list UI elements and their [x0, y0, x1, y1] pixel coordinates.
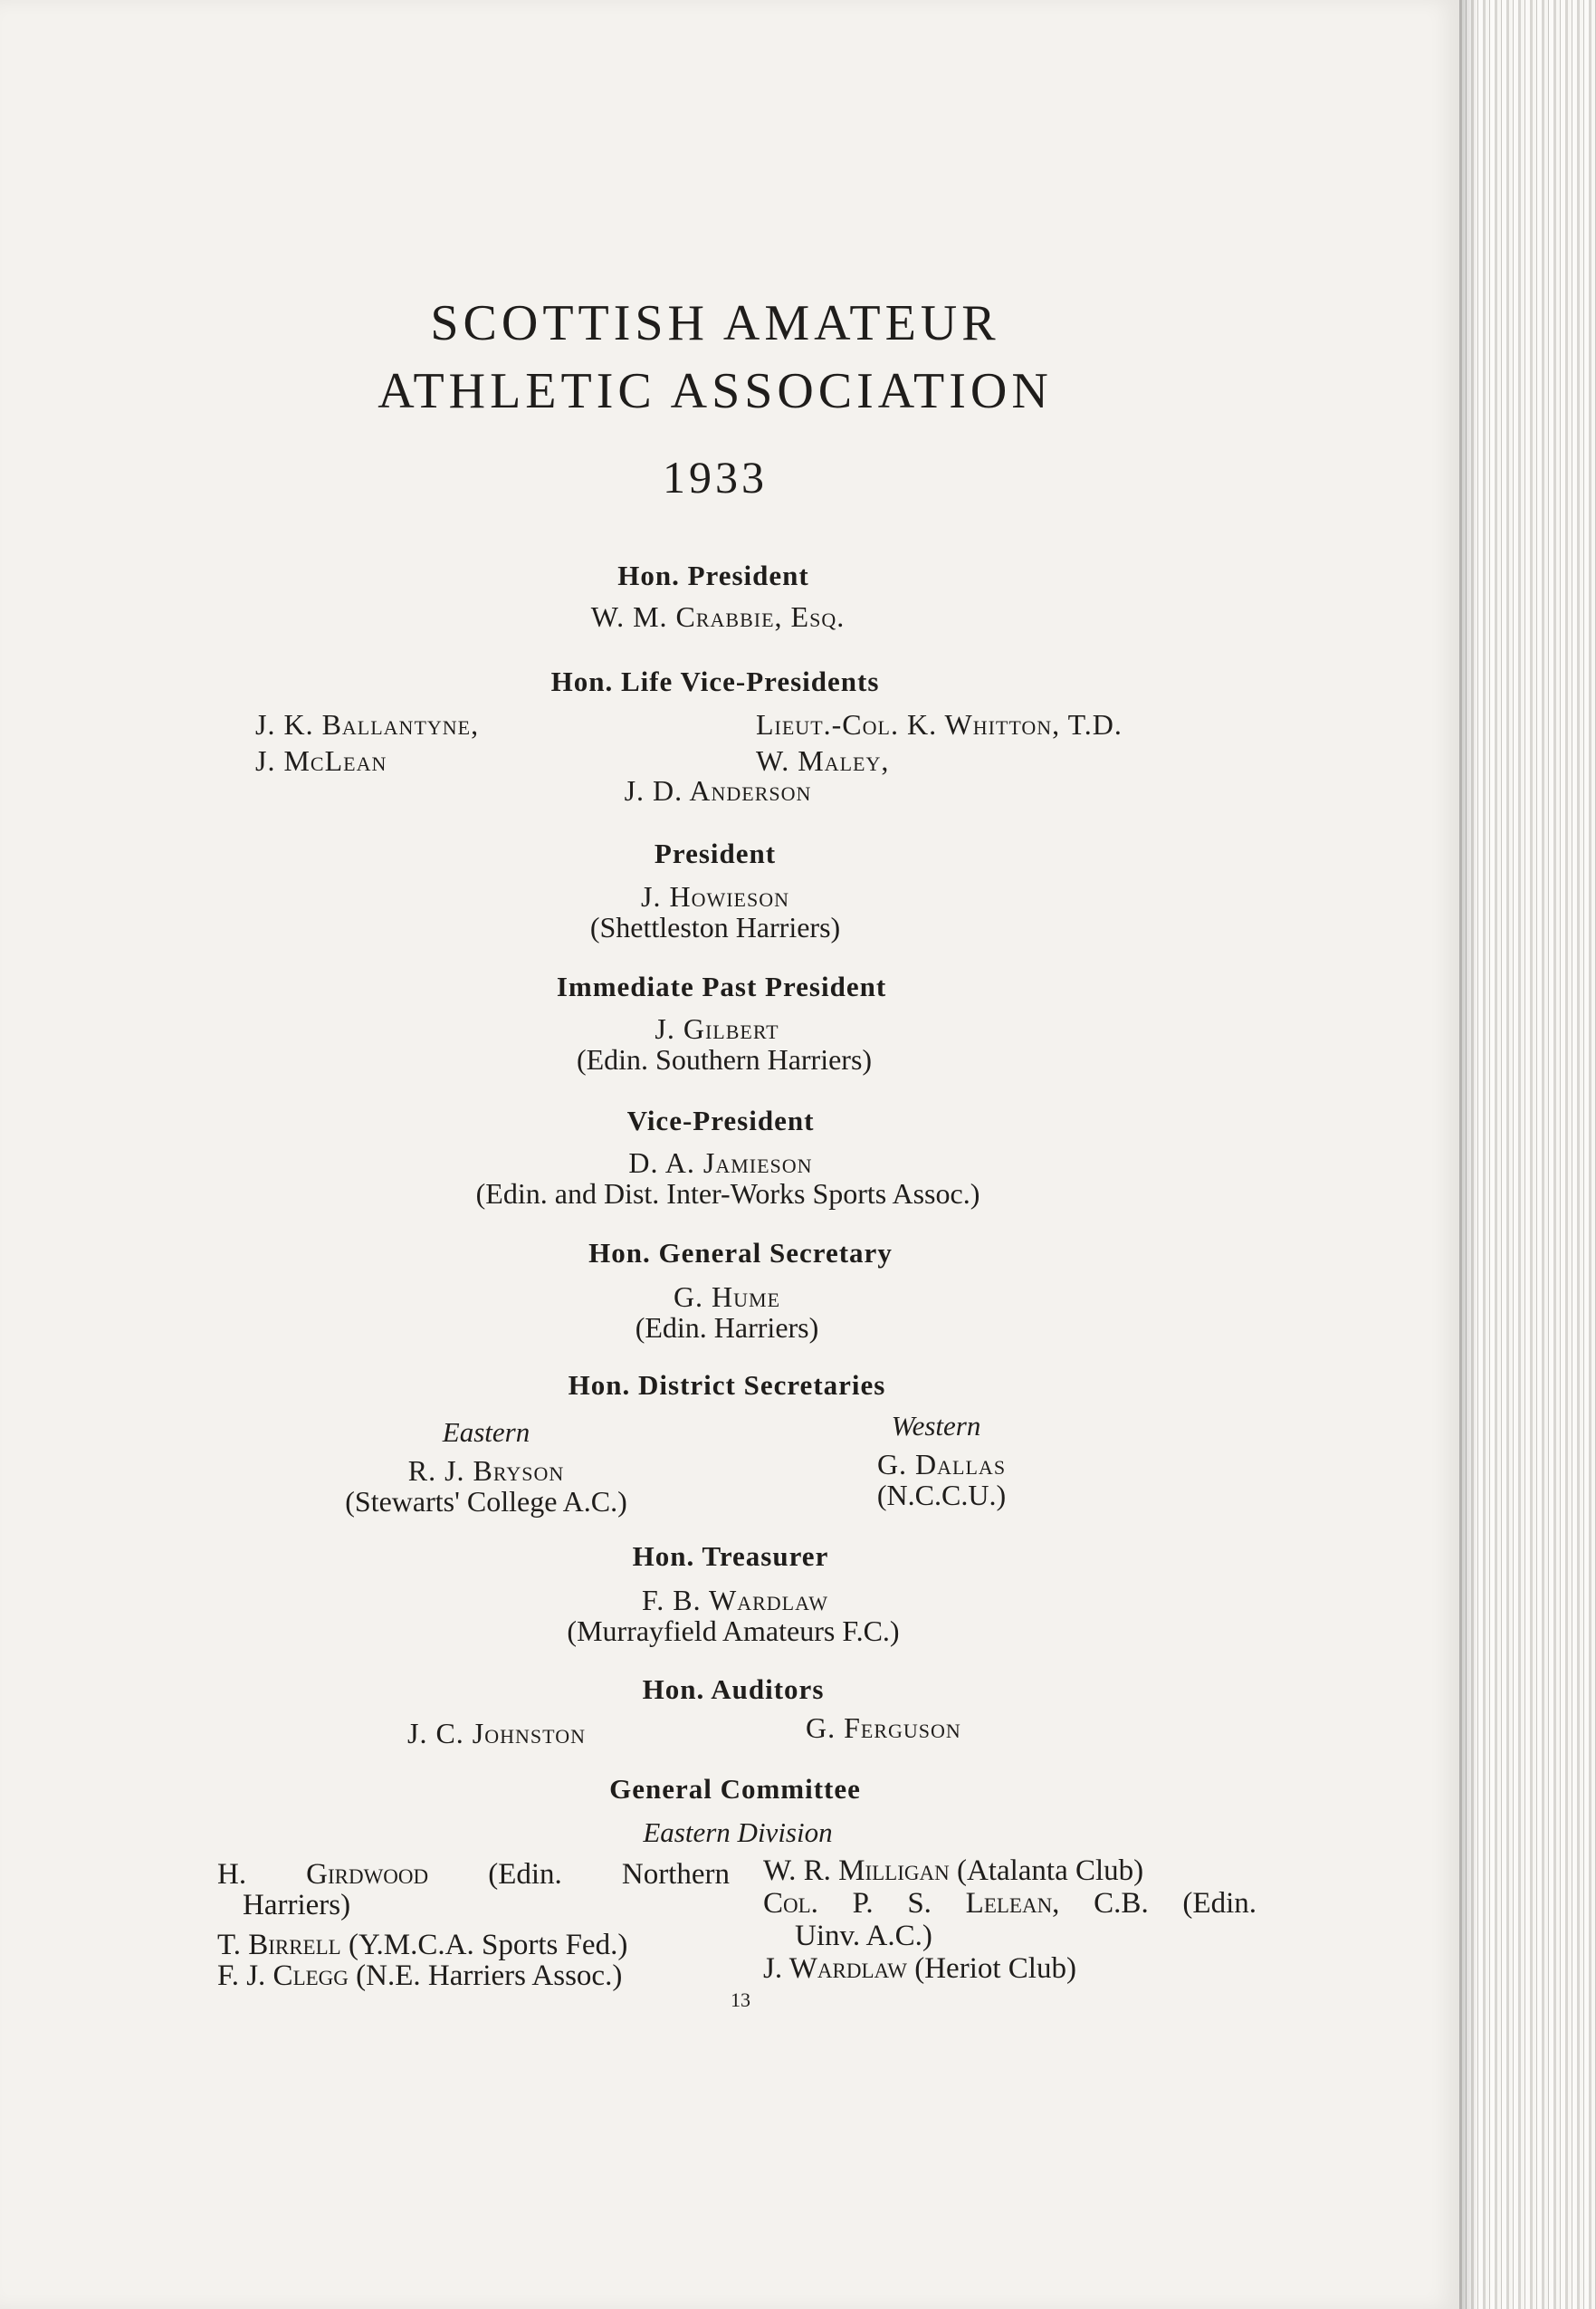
- life-vp-maley: W. Maley,: [756, 744, 890, 777]
- president-club: (Shettleston Harriers): [589, 911, 841, 944]
- general-secretary-club: (Edin. Harriers): [635, 1311, 819, 1344]
- committee-member-club: (Y.M.C.A. Sports Fed.): [340, 1929, 628, 1961]
- committee-member-club: Uinv. A.C.): [795, 1920, 932, 1952]
- vice-president-name: D. A. Jamieson: [628, 1146, 813, 1179]
- committee-member-club: C.B. (Edin.: [1059, 1887, 1257, 1920]
- committee-member-name: W. R. Milligan: [763, 1854, 950, 1887]
- committee-right-line-3: [795, 1920, 932, 1953]
- page-number: 13: [731, 1988, 750, 2011]
- district-eastern-club: (Stewarts' College A.C.): [345, 1485, 627, 1518]
- book-page-edges: [1459, 0, 1596, 2309]
- committee-member-name: Col. P. S. Lelean,: [763, 1887, 1060, 1920]
- heading-hon-district-secretaries: Hon. District Secretaries: [568, 1369, 886, 1401]
- past-president-name: J. Gilbert: [655, 1012, 779, 1045]
- auditor-johnston: J. C. Johnston: [407, 1717, 586, 1749]
- title-line-1: SCOTTISH AMATEUR: [430, 295, 1000, 351]
- heading-vice-president: Vice-President: [626, 1105, 815, 1136]
- committee-left-line-2: [243, 1889, 350, 1922]
- committee-member-club: (N.E. Harriers Assoc.): [348, 1959, 623, 1992]
- district-eastern-name: R. J. Bryson: [407, 1454, 565, 1487]
- president-name: J. Howieson: [641, 880, 789, 913]
- general-secretary-name: G. Hume: [673, 1280, 781, 1313]
- heading-immediate-past-president: Immediate Past President: [556, 971, 887, 1002]
- life-vp-anderson: J. D. Anderson: [624, 774, 812, 807]
- committee-left-line-4: [217, 1959, 622, 1993]
- committee-left-line-1: [217, 1858, 730, 1892]
- district-western-name: G. Dallas: [876, 1448, 1007, 1480]
- district-western-club: (N.C.C.U.): [876, 1479, 1007, 1511]
- life-vp-ballantyne: J. K. Ballantyne,: [255, 708, 480, 741]
- title-line-2: ATHLETIC ASSOCIATION: [377, 363, 1053, 419]
- treasurer-club: (Murrayfield Amateurs F.C.): [567, 1614, 900, 1647]
- committee-right-line-1: [763, 1854, 1143, 1888]
- committee-member-name: H. Girdwood: [217, 1858, 429, 1891]
- past-president-club: (Edin. Southern Harriers): [576, 1043, 873, 1076]
- treasurer-name: F. B. Wardlaw: [642, 1584, 828, 1616]
- heading-hon-president: Hon. President: [617, 560, 809, 591]
- committee-member-club: (Atalanta Club): [949, 1854, 1144, 1887]
- committee-right-line-2: [763, 1887, 1257, 1921]
- heading-hon-life-vice-presidents: Hon. Life Vice-Presidents: [550, 666, 880, 697]
- heading-hon-treasurer: Hon. Treasurer: [632, 1540, 829, 1572]
- district-western-label: Western: [891, 1410, 981, 1442]
- eastern-division-label: Eastern Division: [643, 1816, 833, 1848]
- heading-president: President: [654, 838, 777, 869]
- heading-hon-general-secretary: Hon. General Secretary: [588, 1237, 893, 1269]
- auditor-ferguson: G. Ferguson: [806, 1711, 961, 1744]
- committee-left-line-3: [217, 1929, 627, 1962]
- life-vp-whitton: Lieut.-Col. K. Whitton, T.D.: [756, 708, 1123, 741]
- committee-member-club: (Edin. Northern: [428, 1858, 730, 1891]
- committee-member-name: J. Wardlaw: [763, 1952, 907, 1985]
- heading-general-committee: General Committee: [609, 1773, 861, 1805]
- committee-member-club: (Heriot Club): [906, 1952, 1076, 1985]
- vice-president-club: (Edin. and Dist. Inter-Works Sports Assoc.): [475, 1177, 980, 1210]
- committee-right-line-4: [763, 1952, 1076, 1986]
- committee-member-club: Harriers): [243, 1889, 351, 1921]
- title-year: 1933: [663, 452, 768, 503]
- district-eastern-label: Eastern: [442, 1416, 530, 1448]
- committee-member-name: T. Birrell: [217, 1929, 341, 1961]
- life-vp-mclean: J. McLean: [255, 744, 387, 777]
- heading-hon-auditors: Hon. Auditors: [642, 1673, 825, 1705]
- committee-member-name: F. J. Clegg: [217, 1959, 349, 1992]
- hon-president-name: W. M. Crabbie, Esq.: [590, 600, 846, 633]
